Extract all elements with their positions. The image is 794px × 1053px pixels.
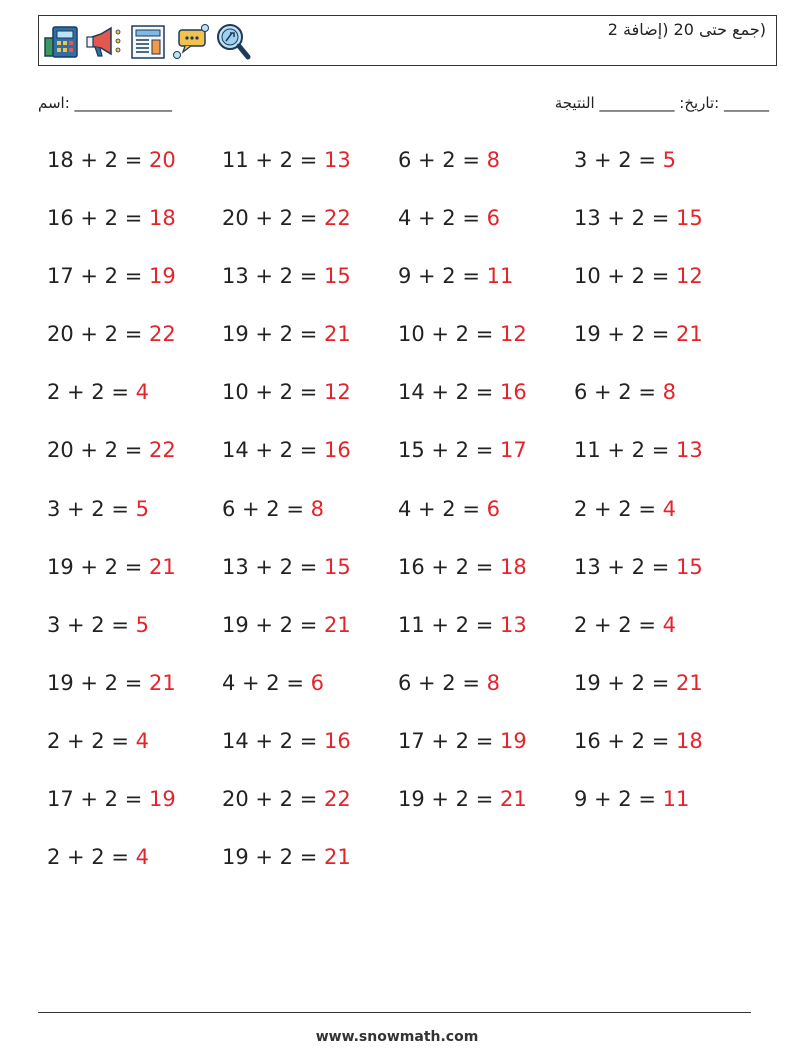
problem-item xyxy=(398,605,574,663)
problem-answer: 21 xyxy=(323,322,351,347)
problem-item xyxy=(398,256,574,314)
problem-expression: 3 + 2 = xyxy=(47,612,136,637)
problem-item xyxy=(398,721,574,779)
problem-answer: 22 xyxy=(148,322,176,347)
problem-expression: 19 + 2 = xyxy=(222,322,324,347)
problem-item xyxy=(222,489,398,547)
problem-expression: 14 + 2 = xyxy=(222,728,324,753)
problem-expression: 10 + 2 = xyxy=(222,380,324,405)
problem-expression: 13 + 2 = xyxy=(574,206,676,231)
problem-expression: 11 + 2 = xyxy=(222,148,324,172)
problem-item xyxy=(574,779,750,837)
problem-answer: 21 xyxy=(148,554,176,579)
problem-expression: 18 + 2 = xyxy=(47,148,149,172)
problem-expression: 13 + 2 = xyxy=(574,554,676,579)
problem-expression: 2 + 2 = xyxy=(47,728,136,753)
problem-expression: 19 + 2 = xyxy=(47,670,149,695)
problem-expression: 16 + 2 = xyxy=(574,728,676,753)
problem-answer: 5 xyxy=(662,148,676,172)
problem-answer: 22 xyxy=(323,206,351,231)
newspaper-icon xyxy=(129,23,167,61)
problem-item xyxy=(222,837,398,895)
problem-answer: 4 xyxy=(135,845,149,870)
problem-answer: 8 xyxy=(662,380,676,405)
problem-item xyxy=(398,198,574,256)
problem-item xyxy=(574,430,750,488)
chat-icon xyxy=(171,23,211,61)
problem-expression: 2 + 2 = xyxy=(47,380,136,405)
problem-answer: 21 xyxy=(499,787,527,812)
problem-item xyxy=(47,314,222,372)
problem-item xyxy=(222,198,398,256)
problem-expression: 17 + 2 = xyxy=(398,728,500,753)
problem-answer: 18 xyxy=(499,554,527,579)
problem-answer: 6 xyxy=(486,496,500,521)
name-field-line: اسم: _____________ xyxy=(38,94,173,112)
problem-item xyxy=(47,140,222,198)
problem-item xyxy=(574,372,750,430)
problem-expression: 14 + 2 = xyxy=(398,380,500,405)
problem-item xyxy=(398,663,574,721)
problem-expression: 4 + 2 = xyxy=(222,670,311,695)
problem-item xyxy=(574,605,750,663)
problem-item xyxy=(398,779,574,837)
problem-answer: 15 xyxy=(323,554,351,579)
problem-answer: 15 xyxy=(675,554,703,579)
problem-item xyxy=(398,489,574,547)
problem-answer: 15 xyxy=(323,264,351,289)
problem-item xyxy=(398,314,574,372)
worksheet-title: (جمع حتى 20 (إضافة 2 xyxy=(607,20,766,39)
problem-answer: 17 xyxy=(499,438,527,463)
problem-answer: 21 xyxy=(323,845,351,870)
problem-answer: 22 xyxy=(148,438,176,463)
problem-item xyxy=(47,430,222,488)
problem-expression: 14 + 2 = xyxy=(222,438,324,463)
problem-answer: 18 xyxy=(148,206,176,231)
problem-expression: 9 + 2 = xyxy=(398,264,487,289)
problem-expression: 19 + 2 = xyxy=(222,845,324,870)
problem-answer: 13 xyxy=(323,148,351,172)
problem-item xyxy=(398,547,574,605)
problem-expression: 13 + 2 = xyxy=(222,264,324,289)
problem-expression: 6 + 2 = xyxy=(398,148,487,172)
problem-answer: 12 xyxy=(323,380,351,405)
problem-item xyxy=(574,489,750,547)
problem-item xyxy=(398,430,574,488)
problem-answer: 18 xyxy=(675,728,703,753)
problem-item xyxy=(222,779,398,837)
problem-expression: 11 + 2 = xyxy=(398,612,500,637)
date-score-line: ______ :تاريخ: __________ النتيجة xyxy=(554,94,769,112)
problem-expression: 16 + 2 = xyxy=(47,206,149,231)
problem-answer: 19 xyxy=(499,728,527,753)
problem-expression: 15 + 2 = xyxy=(398,438,500,463)
problem-expression: 20 + 2 = xyxy=(47,438,149,463)
problem-item xyxy=(222,256,398,314)
problem-answer: 16 xyxy=(499,380,527,405)
problem-expression: 6 + 2 = xyxy=(398,670,487,695)
problem-answer: 21 xyxy=(675,670,703,695)
problem-item xyxy=(47,372,222,430)
problem-expression: 2 + 2 = xyxy=(574,612,663,637)
problem-answer: 12 xyxy=(499,322,527,347)
problem-expression: 10 + 2 = xyxy=(398,322,500,347)
problem-answer: 8 xyxy=(486,670,500,695)
problem-expression: 19 + 2 = xyxy=(222,612,324,637)
problem-expression: 17 + 2 = xyxy=(47,264,149,289)
problem-item xyxy=(574,663,750,721)
problem-item xyxy=(47,605,222,663)
problem-expression: 4 + 2 = xyxy=(398,496,487,521)
problem-answer: 22 xyxy=(323,787,351,812)
problem-answer: 12 xyxy=(675,264,703,289)
problem-answer: 4 xyxy=(662,612,676,637)
problem-answer: 21 xyxy=(675,322,703,347)
problem-item xyxy=(574,140,750,198)
problem-item xyxy=(574,547,750,605)
problem-answer: 5 xyxy=(135,612,149,637)
problem-item xyxy=(222,721,398,779)
problem-expression: 9 + 2 = xyxy=(574,787,663,812)
problem-expression: 17 + 2 = xyxy=(47,787,149,812)
problem-item xyxy=(222,372,398,430)
problem-item xyxy=(222,547,398,605)
problem-expression: 3 + 2 = xyxy=(47,496,136,521)
footer-divider xyxy=(38,1012,751,1013)
problem-expression: 19 + 2 = xyxy=(398,787,500,812)
problem-expression: 10 + 2 = xyxy=(574,264,676,289)
problem-answer: 6 xyxy=(486,206,500,231)
problem-answer: 21 xyxy=(148,670,176,695)
problem-item xyxy=(47,256,222,314)
problem-expression: 11 + 2 = xyxy=(574,438,676,463)
calculator-icon xyxy=(43,24,81,60)
megaphone-icon xyxy=(85,24,125,60)
problem-expression: 20 + 2 = xyxy=(47,322,149,347)
problem-answer: 4 xyxy=(662,496,676,521)
problem-item xyxy=(574,256,750,314)
problem-expression: 2 + 2 = xyxy=(574,496,663,521)
problem-answer: 8 xyxy=(310,496,324,521)
problem-item xyxy=(574,721,750,779)
problem-answer: 8 xyxy=(486,148,500,172)
problem-item xyxy=(47,489,222,547)
problem-expression: 6 + 2 = xyxy=(574,380,663,405)
problem-item xyxy=(222,605,398,663)
problem-expression: 6 + 2 = xyxy=(222,496,311,521)
problem-answer: 6 xyxy=(310,670,324,695)
problem-expression: 19 + 2 = xyxy=(574,670,676,695)
magnifier-icon xyxy=(215,22,253,62)
problem-grid xyxy=(47,140,750,895)
problem-answer: 13 xyxy=(675,438,703,463)
problem-expression: 20 + 2 = xyxy=(222,787,324,812)
problem-item xyxy=(222,314,398,372)
problem-answer: 16 xyxy=(323,728,351,753)
problem-item xyxy=(47,779,222,837)
problem-item xyxy=(398,140,574,198)
problem-expression: 13 + 2 = xyxy=(222,554,324,579)
problem-answer: 19 xyxy=(148,264,176,289)
problem-answer: 13 xyxy=(499,612,527,637)
problem-item xyxy=(47,663,222,721)
header-icons xyxy=(43,20,253,64)
problem-expression: 4 + 2 = xyxy=(398,206,487,231)
problem-expression: 16 + 2 = xyxy=(398,554,500,579)
problem-answer: 4 xyxy=(135,380,149,405)
problem-item xyxy=(398,372,574,430)
problem-expression: 2 + 2 = xyxy=(47,845,136,870)
problem-answer: 11 xyxy=(486,264,514,289)
problem-answer: 21 xyxy=(323,612,351,637)
problem-answer: 16 xyxy=(323,438,351,463)
problem-answer: 5 xyxy=(135,496,149,521)
problem-item xyxy=(47,721,222,779)
problem-item xyxy=(47,547,222,605)
problem-answer: 15 xyxy=(675,206,703,231)
footer-url: www.snowmath.com xyxy=(315,1029,479,1045)
problem-answer: 11 xyxy=(662,787,690,812)
header-box xyxy=(38,15,777,66)
problem-expression: 20 + 2 = xyxy=(222,206,324,231)
problem-expression: 3 + 2 = xyxy=(574,148,663,172)
problem-item xyxy=(574,198,750,256)
problem-expression: 19 + 2 = xyxy=(47,554,149,579)
problem-item xyxy=(47,198,222,256)
problem-item xyxy=(47,837,222,895)
problem-item xyxy=(222,663,398,721)
problem-item xyxy=(574,314,750,372)
problem-item xyxy=(222,140,398,198)
problem-answer: 4 xyxy=(135,728,149,753)
problem-answer: 19 xyxy=(148,787,176,812)
problem-expression: 19 + 2 = xyxy=(574,322,676,347)
problem-answer: 20 xyxy=(148,148,176,172)
problem-item xyxy=(222,430,398,488)
